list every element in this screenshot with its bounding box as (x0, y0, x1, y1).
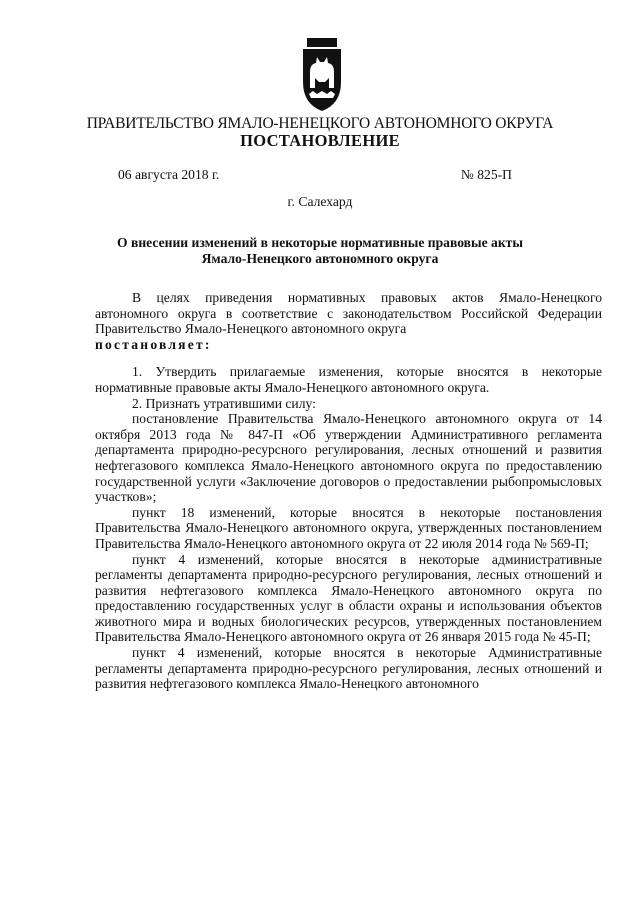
paragraph-6: пункт 4 изменений, которые вносятся в некоторые Административные регламенты департамента природно-ресурсного регулирования, лесных отношений и развития нефтегазового комплекса Ямало-Ненецкого автономного (95, 645, 602, 692)
document-type: ПОСТАНОВЛЕНИЕ (240, 131, 400, 150)
organization-name: ПРАВИТЕЛЬСТВО ЯМАЛО-НЕНЕЦКОГО АВТОНОМНОГО ОКРУГА (86, 115, 554, 132)
paragraph-4: пункт 18 изменений, которые вносятся в некоторые постановления Правительства Ямало-Ненецкого автономного округа, утвержденных постановлением Правительства Ямало-Ненецкого автономного округа от 22 июля 2014 года № 569-П; (95, 504, 602, 551)
decree-word: постановляет: (95, 336, 212, 352)
paragraph-1: 1. Утвердить прилагаемые изменения, которые вносятся в некоторые нормативные правовые акты Ямало-Ненецкого автономного округа. (95, 364, 602, 395)
document-number: № 825-П (460, 167, 512, 182)
document-body (95, 290, 602, 692)
coat-of-arms-icon (297, 38, 347, 112)
document-city: г. Салехард (287, 194, 353, 209)
intro-paragraph: В целях приведения нормативных правовых актов Ямало-Ненецкого автономного округа в соответствие с законодательством Российской Федерации Правительство Ямало-Ненецкого автономного округа (95, 290, 602, 337)
document-title: О внесении изменений в некоторые нормативные правовые акты Ямало-Ненецкого автономного округа (117, 235, 523, 266)
paragraph-3: постановление Правительства Ямало-Ненецкого автономного округа от 14 октября 2013 года № 847-П «Об утверждении Административного регламента департамента природно-ресурсного регулирования, лесных отношений и развития нефтегазового комплекса Ямало-Ненецкого автономного округа по предоставлению государственной услуги «Заключение договоров о предоставлении рыбопромысловых участков»; (95, 411, 602, 505)
paragraph-5: пункт 4 изменений, которые вносятся в некоторые административные регламенты департамента природно-ресурсного регулирования, лесных отношений и развития нефтегазового комплекса Ямало-Ненецкого автономного округа по предоставлению государственных услуг в области охраны и использования объектов животного мира и водных биологических ресурсов, утвержденных постановлением Правительства Ямало-Ненецкого автономного округа от 26 января 2015 года № 45-П; (95, 551, 602, 645)
paragraph-2: 2. Признать утратившими силу: (132, 395, 316, 411)
document-date: 06 августа 2018 г. (118, 167, 220, 182)
